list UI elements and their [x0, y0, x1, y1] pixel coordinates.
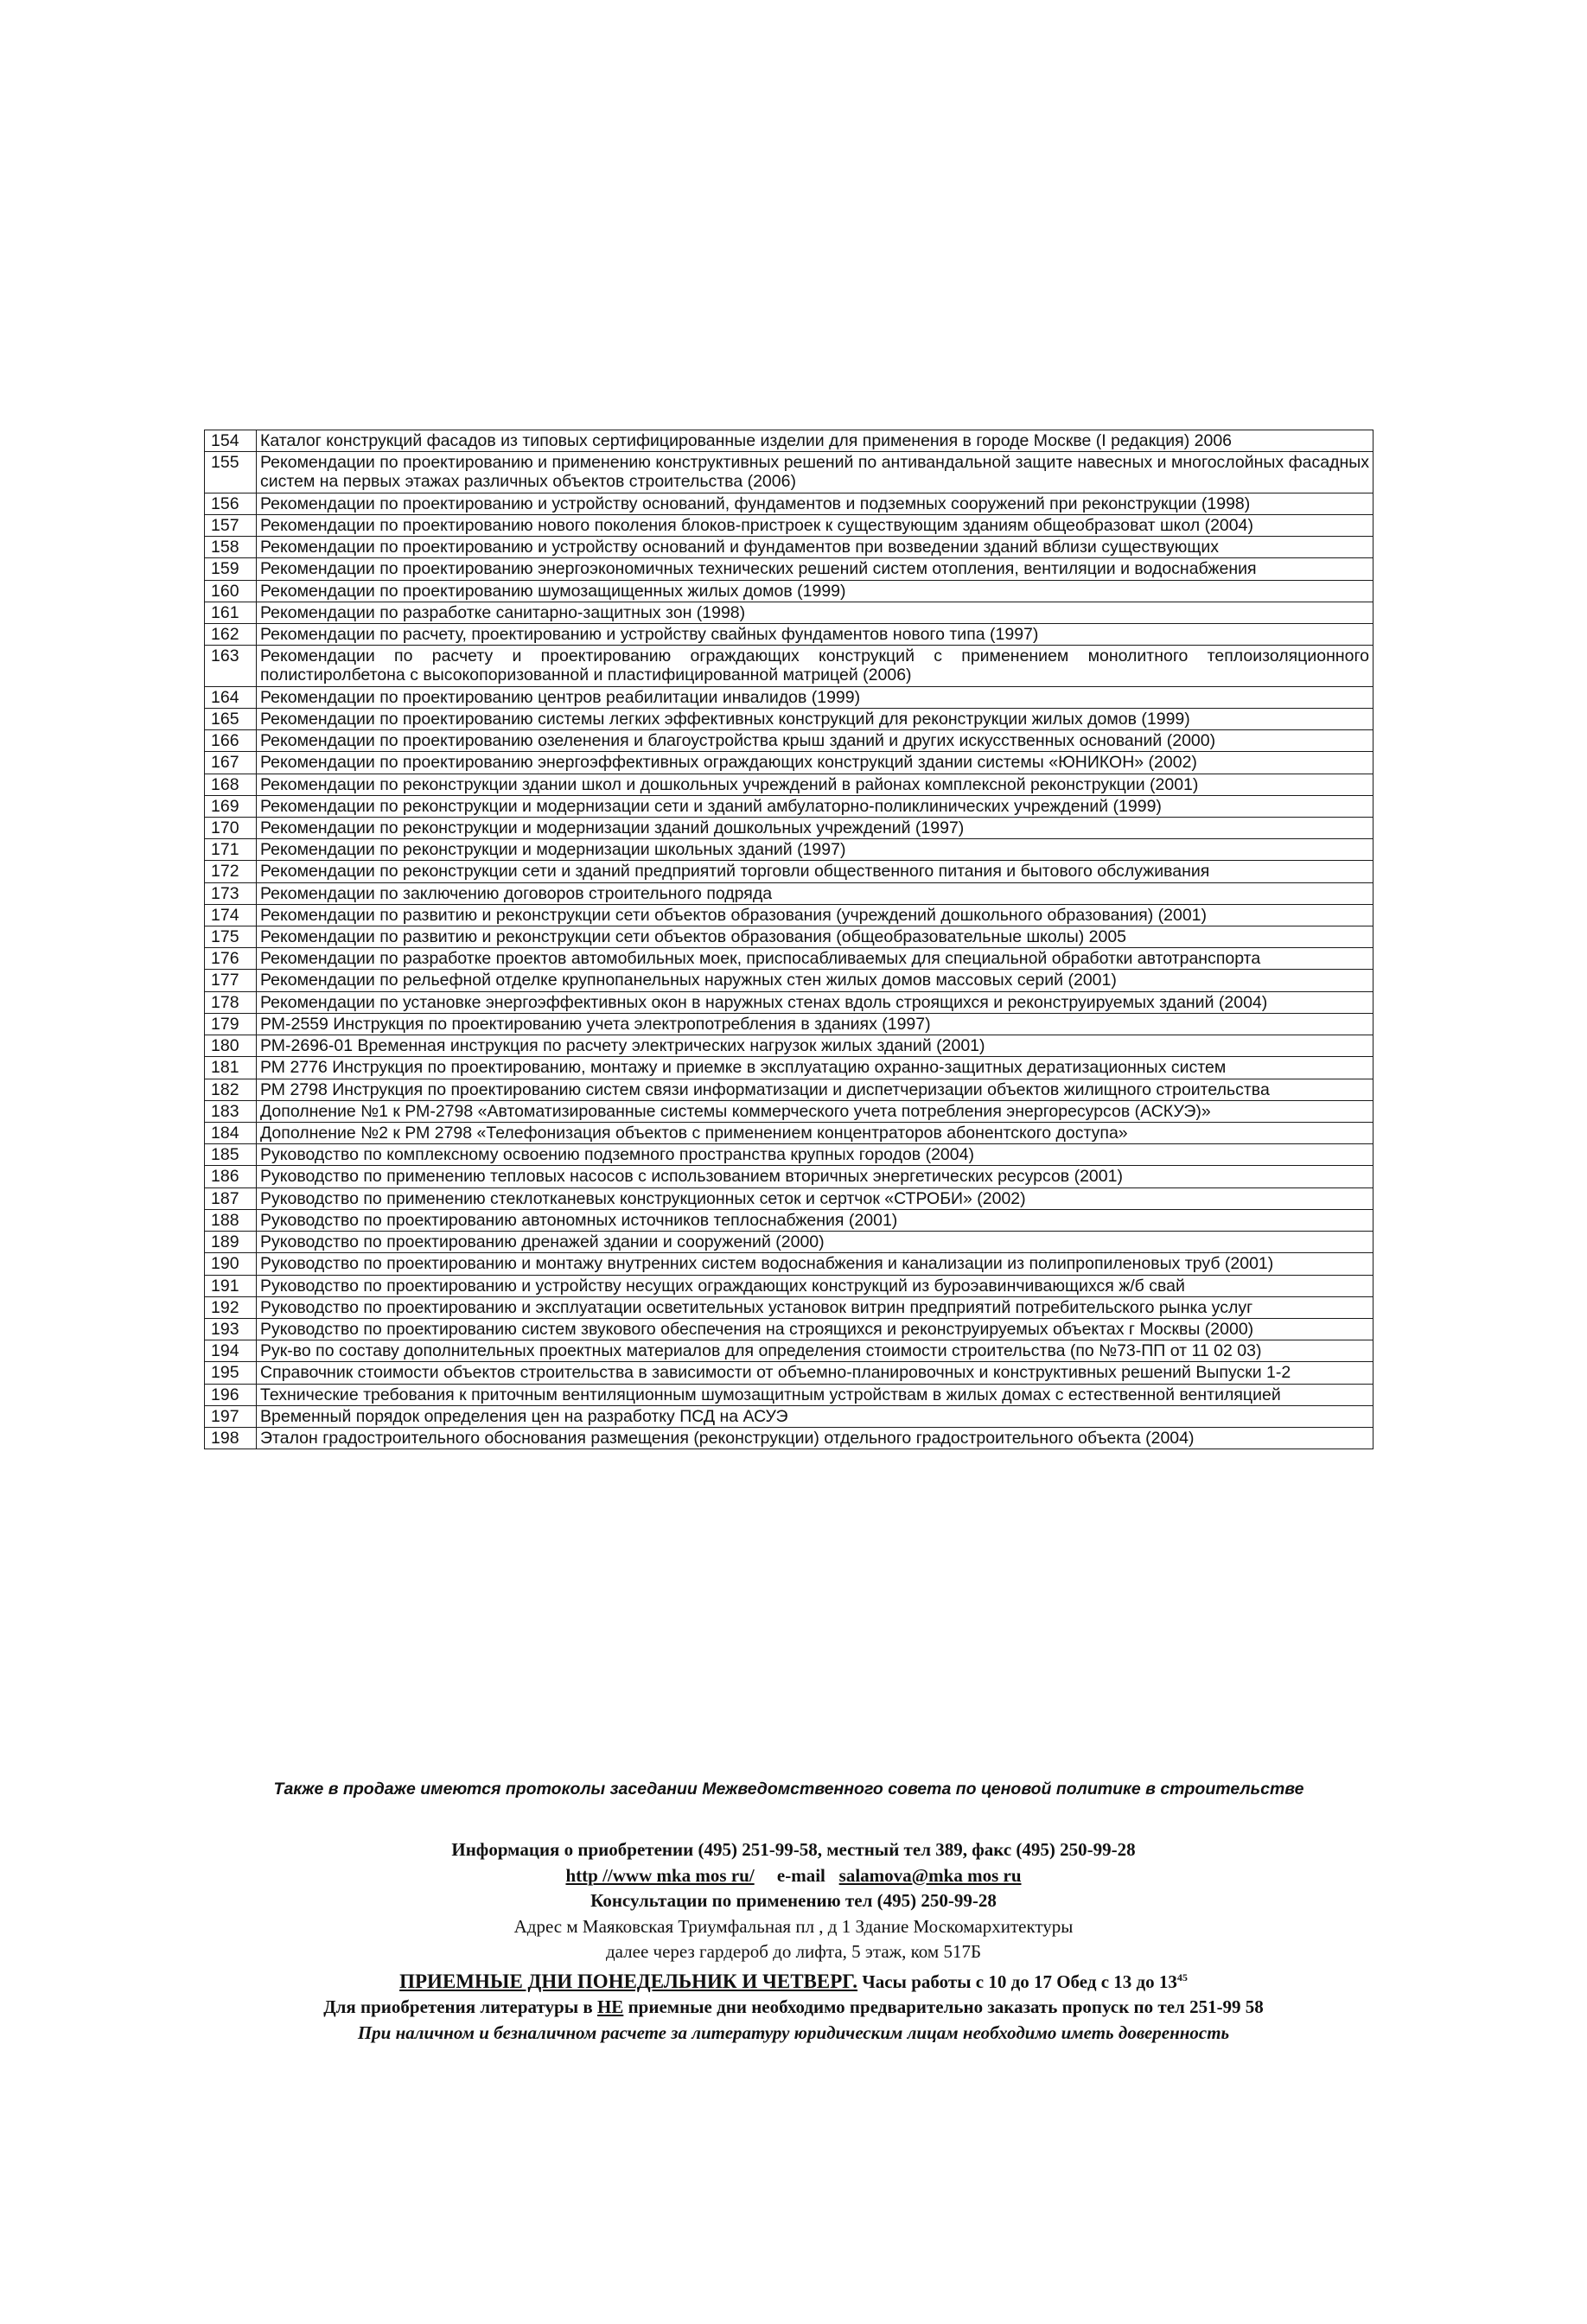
- row-number: 157: [205, 514, 257, 536]
- row-title: Рекомендации по реконструкции здании школ и дошкольных учреждений в районах комплексной реконструкции (2001): [257, 774, 1373, 795]
- catalog-row: [205, 1384, 1373, 1405]
- catalog-row: [205, 1405, 1373, 1427]
- catalog-row: [205, 430, 1373, 452]
- row-title: Рекомендации по рельефной отделке крупнопанельных наружных стен жилых домов массовых серий (2001): [257, 970, 1373, 991]
- row-title: Рекомендации по проектированию и устройству оснований, фундаментов и подземных сооружений при реконструкции (1998): [257, 493, 1373, 514]
- row-number: 183: [205, 1100, 257, 1122]
- row-title: Дополнение №2 к РМ 2798 «Телефонизация объектов с применением концентраторов абонентского доступа»: [257, 1123, 1373, 1144]
- row-title: Рекомендации по проектированию системы легких эффективных конструкций для реконструкции жилых домов (1999): [257, 708, 1373, 729]
- reception-days-line: [173, 1965, 1414, 1996]
- row-title: Руководство по проектированию и монтажу внутренних систем водоснабжения и канализации из полипропиленовых труб (2001): [257, 1253, 1373, 1275]
- row-title: Справочник стоимости объектов строительства в зависимости от объемно-планировочных и конструктивных решений Выпуски 1-2: [257, 1362, 1373, 1384]
- row-title: Руководство по применению стеклотканевых конструкционных сеток и сертчок «СТРОБИ» (2002): [257, 1187, 1373, 1209]
- catalog-row: [205, 1362, 1373, 1384]
- catalog-row: [205, 708, 1373, 729]
- catalog-row: [205, 1340, 1373, 1362]
- row-title: Руководство по проектированию систем звукового обеспечения на строящихся и реконструируемых объектах г Москвы (2000): [257, 1318, 1373, 1340]
- row-title: Рекомендации по реконструкции и модернизации школьных зданий (1997): [257, 839, 1373, 861]
- row-title: РМ-2696-01 Временная инструкция по расчету электрических нагрузок жилых зданий (2001): [257, 1035, 1373, 1057]
- row-number: 165: [205, 708, 257, 729]
- row-title: Рекомендации по установке энергоэффективных окон в наружных стенах вдоль строящихся и реконструируемых зданий (2004): [257, 991, 1373, 1013]
- working-hours-superscript: 45: [1176, 1971, 1188, 1983]
- row-number: 171: [205, 839, 257, 861]
- catalog-row: [205, 514, 1373, 536]
- catalog-row: [205, 1013, 1373, 1035]
- catalog-body: [205, 430, 1373, 1449]
- consultation-line: Консультации по применению тел (495) 250-99-28: [590, 1890, 997, 1911]
- row-number: 187: [205, 1187, 257, 1209]
- row-title: Рекомендации по проектированию центров реабилитации инвалидов (1999): [257, 686, 1373, 708]
- sale-note: Также в продаже имеются протоколы заседании Межведомственного совета по ценовой политике в строительстве: [273, 1780, 1304, 1799]
- row-title: Эталон градостроительного обоснования размещения (реконструкции) отдельного градостроительного объекта (2004): [257, 1428, 1373, 1449]
- row-number: 156: [205, 493, 257, 514]
- row-number: 190: [205, 1253, 257, 1275]
- catalog-row: [205, 1035, 1373, 1057]
- row-number: 160: [205, 580, 257, 602]
- catalog-row: [205, 882, 1373, 904]
- purchase-phone-line: Информация о приобретении (495) 251-99-58, местный тел 389, факс (495) 250-99-28: [451, 1839, 1136, 1860]
- catalog-row: [205, 752, 1373, 774]
- catalog-row: [205, 730, 1373, 752]
- catalog-row: [205, 537, 1373, 558]
- row-number: 162: [205, 623, 257, 645]
- catalog-row: [205, 1232, 1373, 1253]
- catalog-row: [205, 795, 1373, 817]
- catalog-row: [205, 1057, 1373, 1079]
- catalog-row: [205, 493, 1373, 514]
- reception-days-heading: ПРИЕМНЫЕ ДНИ ПОНЕДЕЛЬНИК И ЧЕТВЕРГ.: [399, 1970, 858, 1992]
- catalog-row: [205, 774, 1373, 795]
- row-number: 191: [205, 1275, 257, 1296]
- row-title: Рекомендации по развитию и реконструкции сети объектов образования (учреждений дошкольного образования) (2001): [257, 904, 1373, 926]
- payment-note: При наличном и безналичном расчете за литературу юридическим лицам необходимо иметь доверенность: [357, 2022, 1230, 2043]
- catalog-row: [205, 1428, 1373, 1449]
- catalog-row: [205, 623, 1373, 645]
- row-number: 186: [205, 1166, 257, 1187]
- row-title: Технические требования к приточным вентиляционным шумозащитным устройствам в жилых домах с естественной вентиляцией: [257, 1384, 1373, 1405]
- catalog-row: [205, 580, 1373, 602]
- row-number: 198: [205, 1428, 257, 1449]
- row-title: Рекомендации по разработке санитарно-защитных зон (1998): [257, 602, 1373, 623]
- catalog-row: [205, 839, 1373, 861]
- row-number: 177: [205, 970, 257, 991]
- row-title: Рекомендации по разработке проектов автомобильных моек, приспосабливаемых для специальной обработки автотранспорта: [257, 948, 1373, 970]
- row-title: Руководство по комплексному освоению подземного пространства крупных городов (2004): [257, 1144, 1373, 1166]
- site-link[interactable]: http //www mka mos ru/: [565, 1864, 755, 1886]
- row-title: Рекомендации по расчету и проектированию ограждающих конструкций с применением монолитного теплоизоляционного полистиролбетона с высокопоризованной и пластифицированной матрицей (2006): [257, 646, 1373, 686]
- catalog-row: [205, 1079, 1373, 1100]
- row-title: Рекомендации по расчету, проектированию и устройству свайных фундаментов нового типа (1997): [257, 623, 1373, 645]
- row-number: 195: [205, 1362, 257, 1384]
- catalog-row: [205, 1318, 1373, 1340]
- contact-web-line: [173, 1863, 1414, 1889]
- row-number: 155: [205, 452, 257, 493]
- row-title: Руководство по применению тепловых насосов с использованием вторичных энергетических ресурсов (2001): [257, 1166, 1373, 1187]
- row-title: Рекомендации по проектированию и применению конструктивных решений по антивандальной защите навесных и многослойных фасадных систем на первых этажах различных объектов строительства (2006): [257, 452, 1373, 493]
- row-title: Руководство по проектированию и эксплуатации осветительных установок витрин предприятий потребительского рынка услуг: [257, 1296, 1373, 1318]
- catalog-row: [205, 970, 1373, 991]
- pass-note-ne: НЕ: [596, 1996, 624, 2017]
- row-title: Рекомендации по реконструкции и модернизации сети и зданий амбулаторно-поликлинических учреждений (1999): [257, 795, 1373, 817]
- catalog-row: [205, 904, 1373, 926]
- row-title: Каталог конструкций фасадов из типовых сертифицированные изделии для применения в городе Москве (I редакция) 2006: [257, 430, 1373, 452]
- catalog-row: [205, 1144, 1373, 1166]
- row-number: 182: [205, 1079, 257, 1100]
- row-number: 194: [205, 1340, 257, 1362]
- row-number: 193: [205, 1318, 257, 1340]
- row-number: 172: [205, 861, 257, 882]
- row-number: 197: [205, 1405, 257, 1427]
- catalog-row: [205, 1187, 1373, 1209]
- row-number: 159: [205, 558, 257, 580]
- row-title: Рекомендации по проектированию и устройству оснований и фундаментов при возведении зданий вблизи существующих: [257, 537, 1373, 558]
- catalog-row: [205, 558, 1373, 580]
- row-number: 161: [205, 602, 257, 623]
- row-number: 168: [205, 774, 257, 795]
- row-number: 170: [205, 817, 257, 838]
- row-number: 176: [205, 948, 257, 970]
- catalog-row: [205, 1166, 1373, 1187]
- row-number: 166: [205, 730, 257, 752]
- row-title: Рекомендации по проектированию энергоэкономичных технических решений систем отопления, вентиляции и водоснабжения: [257, 558, 1373, 580]
- catalog-row: [205, 926, 1373, 948]
- catalog-row: [205, 1275, 1373, 1296]
- row-title: РМ 2798 Инструкция по проектированию систем связи информатизации и диспетчеризации объектов жилищного строительства: [257, 1079, 1373, 1100]
- catalog-row: [205, 686, 1373, 708]
- row-number: 181: [205, 1057, 257, 1079]
- catalog-row: [205, 948, 1373, 970]
- row-number: 180: [205, 1035, 257, 1057]
- catalog-row: [205, 1209, 1373, 1231]
- row-title: Рук-во по составу дополнительных проектных материалов для определения стоимости строительства (по №73-ПП от 11 02 03): [257, 1340, 1373, 1362]
- row-title: Рекомендации по проектированию шумозащищенных жилых домов (1999): [257, 580, 1373, 602]
- directions-line: далее через гардероб до лифта, 5 этаж, ком 517Б: [605, 1941, 982, 1962]
- row-number: 196: [205, 1384, 257, 1405]
- catalog-row: [205, 861, 1373, 882]
- row-number: 175: [205, 926, 257, 948]
- pass-note-line: [173, 1995, 1414, 2021]
- row-title: Дополнение №1 к РМ-2798 «Автоматизированные системы коммерческого учета потребления энергоресурсов (АСКУЭ)»: [257, 1100, 1373, 1122]
- email-label: e-mail: [776, 1864, 825, 1886]
- email-link[interactable]: salamova@mka mos ru: [838, 1864, 1022, 1886]
- row-title: Руководство по проектированию и устройству несущих ограждающих конструкций из буроэавинчивающихся ж/б свай: [257, 1275, 1373, 1296]
- catalog-table: [204, 430, 1373, 1449]
- row-title: Рекомендации по заключению договоров строительного подряда: [257, 882, 1373, 904]
- row-number: 169: [205, 795, 257, 817]
- row-title: РМ 2776 Инструкция по проектированию, монтажу и приемке в эксплуатацию охранно-защитных дератизационных систем: [257, 1057, 1373, 1079]
- row-title: Руководство по проектированию автономных источников теплоснабжения (2001): [257, 1209, 1373, 1231]
- row-title: Временный порядок определения цен на разработку ПСД на АСУЭ: [257, 1405, 1373, 1427]
- row-title: Рекомендации по развитию и реконструкции сети объектов образования (общеобразовательные школы) 2005: [257, 926, 1373, 948]
- catalog-row: [205, 817, 1373, 838]
- row-number: 178: [205, 991, 257, 1013]
- working-hours: Часы работы с 10 до 17 Обед с 13 до 13: [862, 1971, 1177, 1992]
- row-title: Руководство по проектированию дренажей здании и сооружений (2000): [257, 1232, 1373, 1253]
- row-title: Рекомендации по реконструкции и модернизации зданий дошкольных учреждений (1997): [257, 817, 1373, 838]
- row-number: 167: [205, 752, 257, 774]
- row-number: 192: [205, 1296, 257, 1318]
- catalog-row: [205, 1123, 1373, 1144]
- row-title: Рекомендации по проектированию нового поколения блоков-пристроек к существующим зданиям общеобразоват школ (2004): [257, 514, 1373, 536]
- catalog-row: [205, 1100, 1373, 1122]
- row-number: 185: [205, 1144, 257, 1166]
- row-number: 179: [205, 1013, 257, 1035]
- catalog-row: [205, 1253, 1373, 1275]
- catalog-row: [205, 602, 1373, 623]
- address-line: Адрес м Маяковская Триумфальная пл , д 1 Здание Москомархитектуры: [513, 1915, 1074, 1937]
- row-number: 164: [205, 686, 257, 708]
- row-number: 174: [205, 904, 257, 926]
- row-number: 184: [205, 1123, 257, 1144]
- catalog-row: [205, 452, 1373, 493]
- pass-note-start: Для приобретения литературы в: [323, 1996, 593, 2017]
- row-title: Рекомендации по реконструкции сети и зданий предприятий торговли общественного питания и бытового обслуживания: [257, 861, 1373, 882]
- row-number: 158: [205, 537, 257, 558]
- row-number: 154: [205, 430, 257, 452]
- purchase-info: [173, 1837, 1414, 2046]
- catalog-row: [205, 991, 1373, 1013]
- row-title: Рекомендации по проектированию энергоэффективных ограждающих конструкций здании системы «ЮНИКОН» (2002): [257, 752, 1373, 774]
- catalog-row: [205, 646, 1373, 686]
- row-number: 173: [205, 882, 257, 904]
- row-number: 189: [205, 1232, 257, 1253]
- row-title: Рекомендации по проектированию озеленения и благоустройства крыш зданий и других искусственных оснований (2000): [257, 730, 1373, 752]
- row-number: 163: [205, 646, 257, 686]
- catalog-row: [205, 1296, 1373, 1318]
- pass-note-end: приемные дни необходимо предварительно заказать пропуск по тел 251-99 58: [628, 1996, 1264, 2017]
- row-title: РМ-2559 Инструкция по проектированию учета электропотребления в зданиях (1997): [257, 1013, 1373, 1035]
- row-number: 188: [205, 1209, 257, 1231]
